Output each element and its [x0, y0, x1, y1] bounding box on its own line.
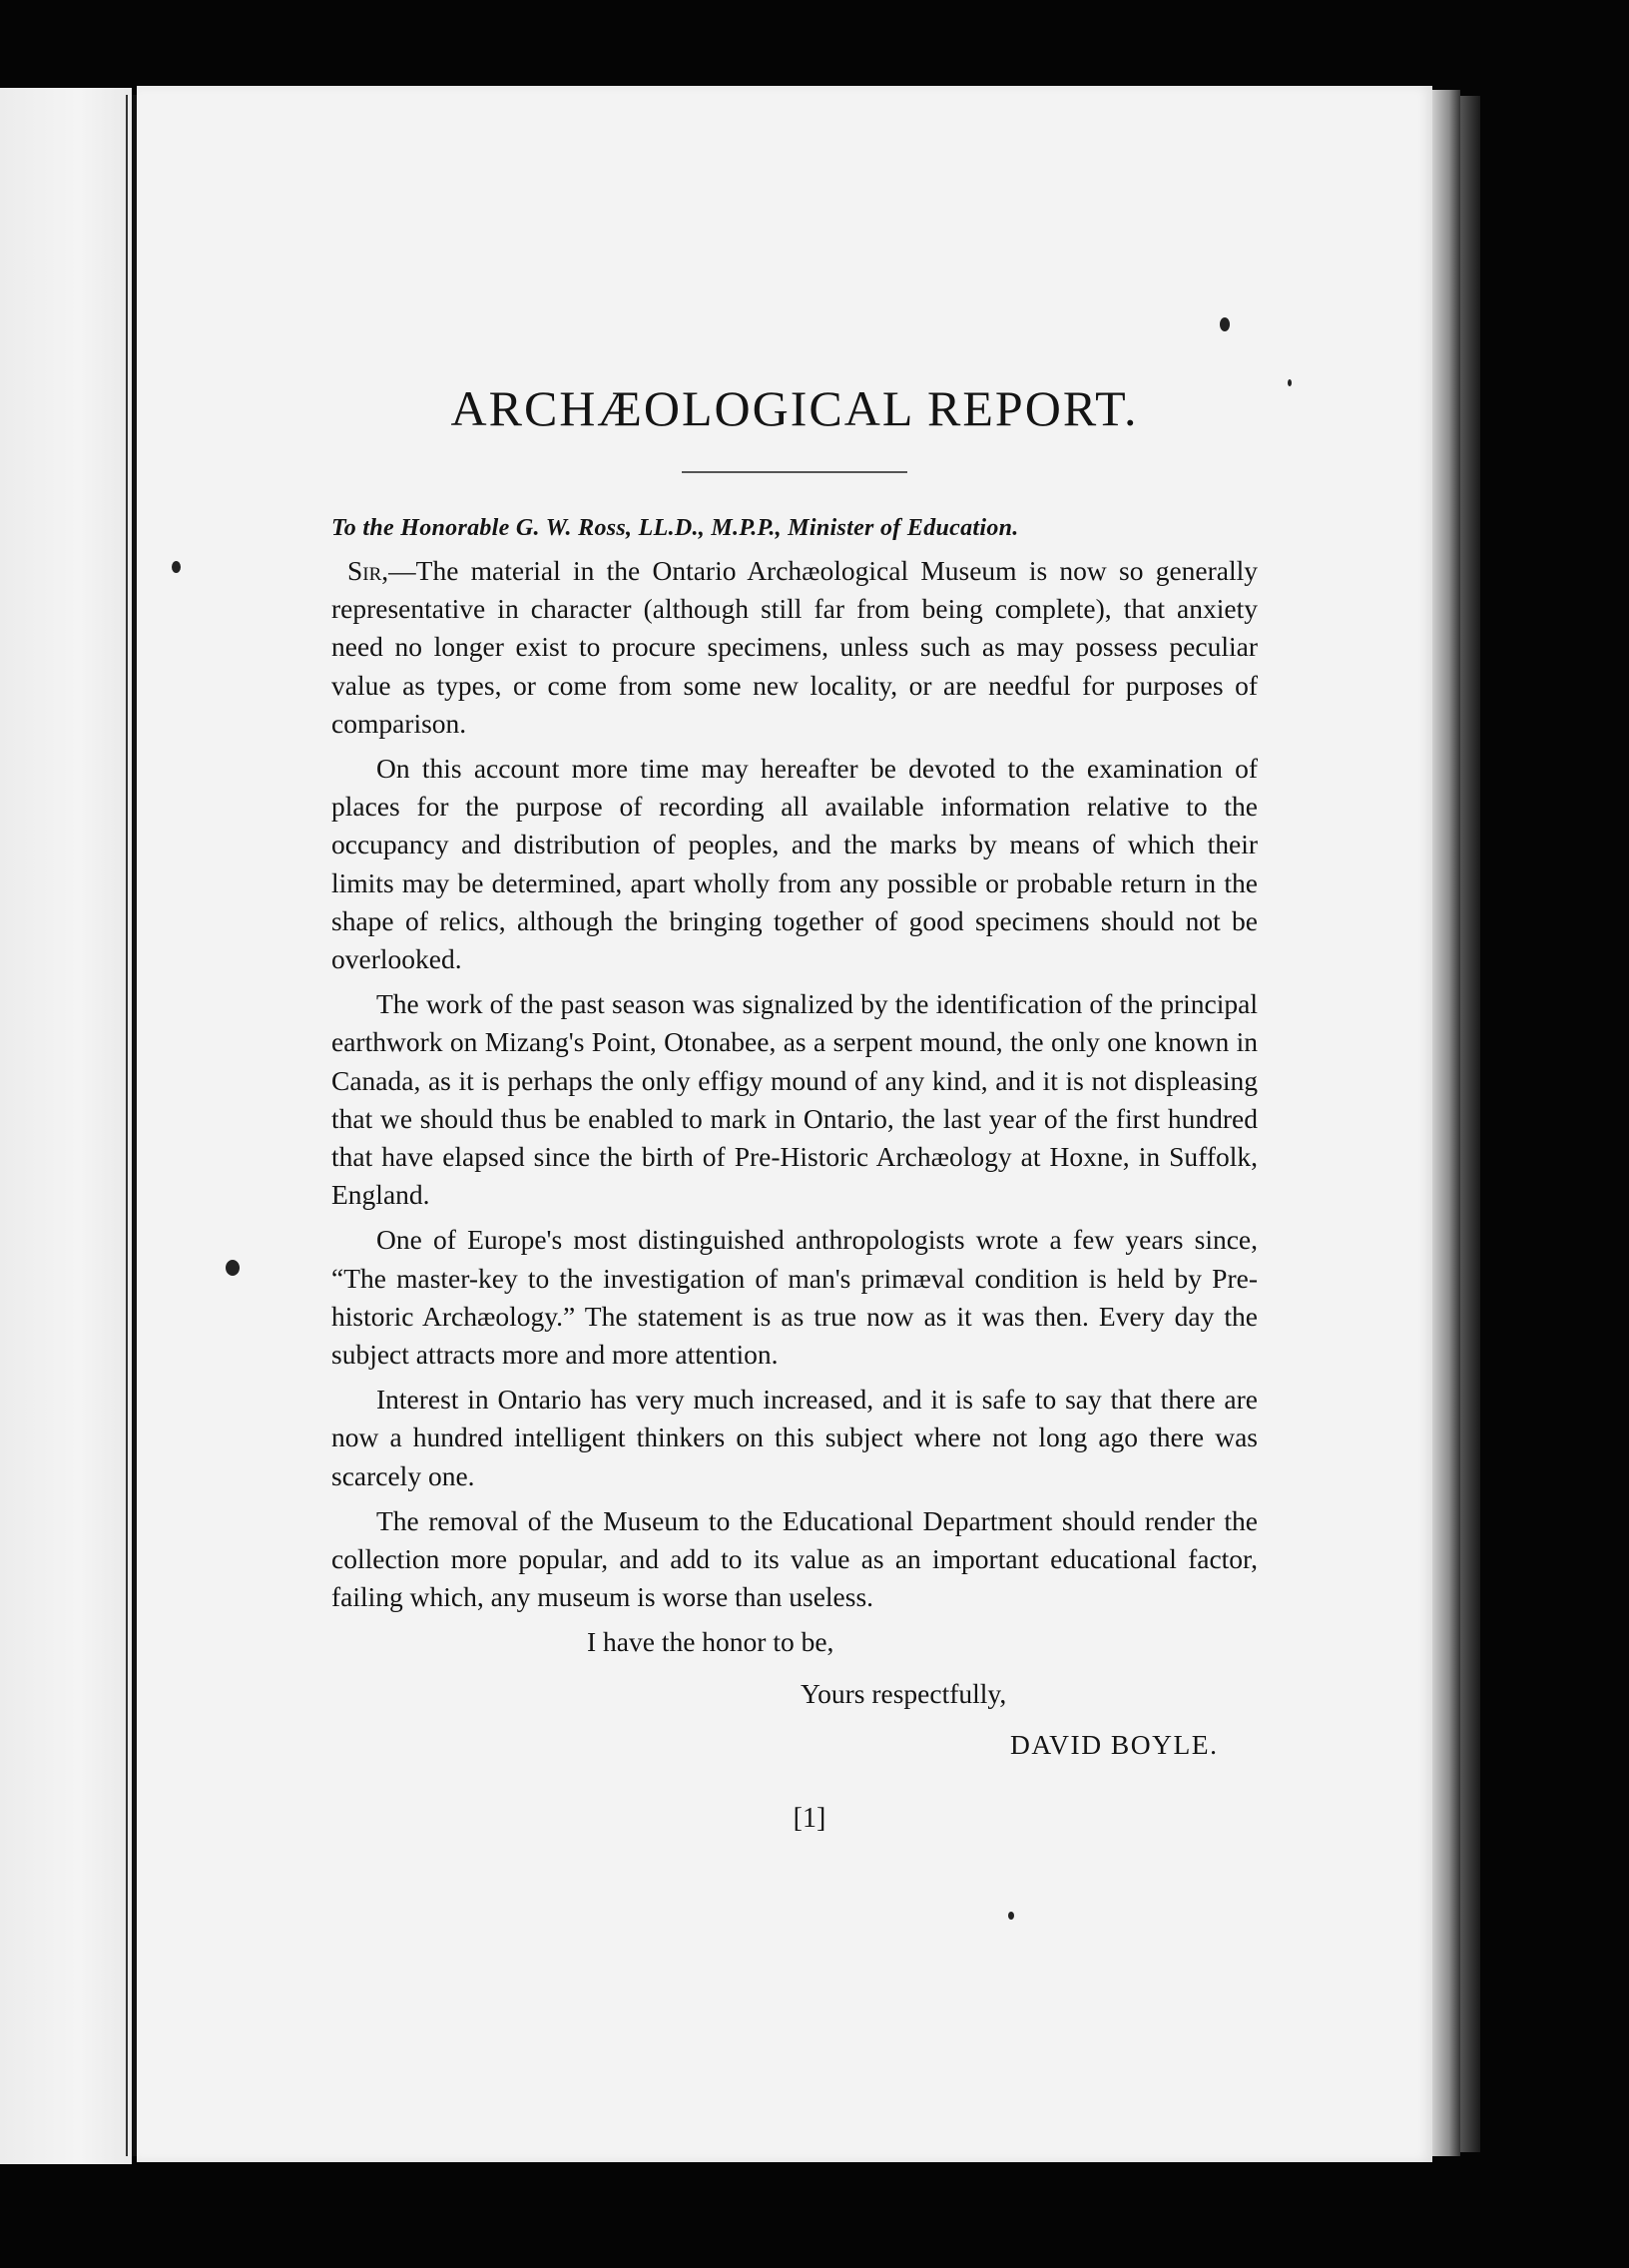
- signature: DAVID BOYLE.: [1010, 1729, 1219, 1761]
- paragraph-6: The removal of the Museum to the Educational Department should render the collection more popular, and add to its value as an important educational factor, failing which, any museum is worse than useless.: [331, 1504, 1258, 1613]
- salutation: To the Honorable G. W. Ross, LL.D., M.P.P., Minister of Education.: [331, 515, 1019, 541]
- paragraph-1: [331, 552, 1258, 743]
- previous-page-edge: [0, 88, 132, 2164]
- scan-speck: [1008, 1912, 1014, 1920]
- paragraph-5: Interest in Ontario has very much increased, and it is safe to say that there are now a hundred intelligent thinkers on this subject where not long ago there was scarcely one.: [331, 1384, 1258, 1491]
- sir-prefix: Sir,—: [347, 555, 416, 586]
- closing-line-1: I have the honor to be,: [587, 1626, 834, 1658]
- paragraph-3: The work of the past season was signalized by the identification of the principal earthwork on Mizang's Point, Otonabee, as a serpent mound, the only one known in Canada, as it is perhaps the only effigy mound of any kind, and it is not displeasing that we should thus be enabled to mark in Ontario, the last year of the first hundred that have elapsed since the birth of Pre-Historic Archæology at Hoxne, in Suffolk, England.: [331, 988, 1258, 1211]
- page-number: [1]: [793, 1803, 826, 1835]
- scan-speck: [1220, 317, 1230, 331]
- title-divider: [682, 471, 907, 473]
- page-stack-edge: [1432, 90, 1460, 2156]
- scan-speck: [1288, 379, 1292, 386]
- book-cover-edge: [1460, 96, 1480, 2152]
- report-content: [331, 379, 1258, 1863]
- scan-speck: [172, 561, 181, 573]
- report-title: ARCHÆOLOGICAL REPORT.: [450, 380, 1139, 436]
- binding-shadow: [126, 95, 128, 2156]
- paragraph-2: On this account more time may hereafter be devoted to the examination of places for the purpose of recording all available information relative to the occupancy and distribution of peoples, and the marks by means of which their limits may be determined, apart wholly from any possible or probable return in the shape of relics, although the bringing together of good specimens should not be overlooked.: [331, 753, 1258, 975]
- closing-line-2: Yours respectfully,: [801, 1678, 1007, 1710]
- scan-speck: [226, 1260, 240, 1276]
- paragraph-1-text: The material in the Ontario Archæological Museum is now so generally representative in character (although still far from being complete), that anxiety need no longer exist to procure specimens, unless such as may possess peculiar value as types, or come from some new locality, or are needful for purposes of comparison.: [331, 555, 1258, 739]
- paragraph-4: One of Europe's most distinguished anthropologists wrote a few years since, “The master-key to the investigation of man's primæval condition is held by Pre-historic Archæology.” The statement is as true now as it was then. Every day the subject attracts more and more attention.: [331, 1224, 1258, 1371]
